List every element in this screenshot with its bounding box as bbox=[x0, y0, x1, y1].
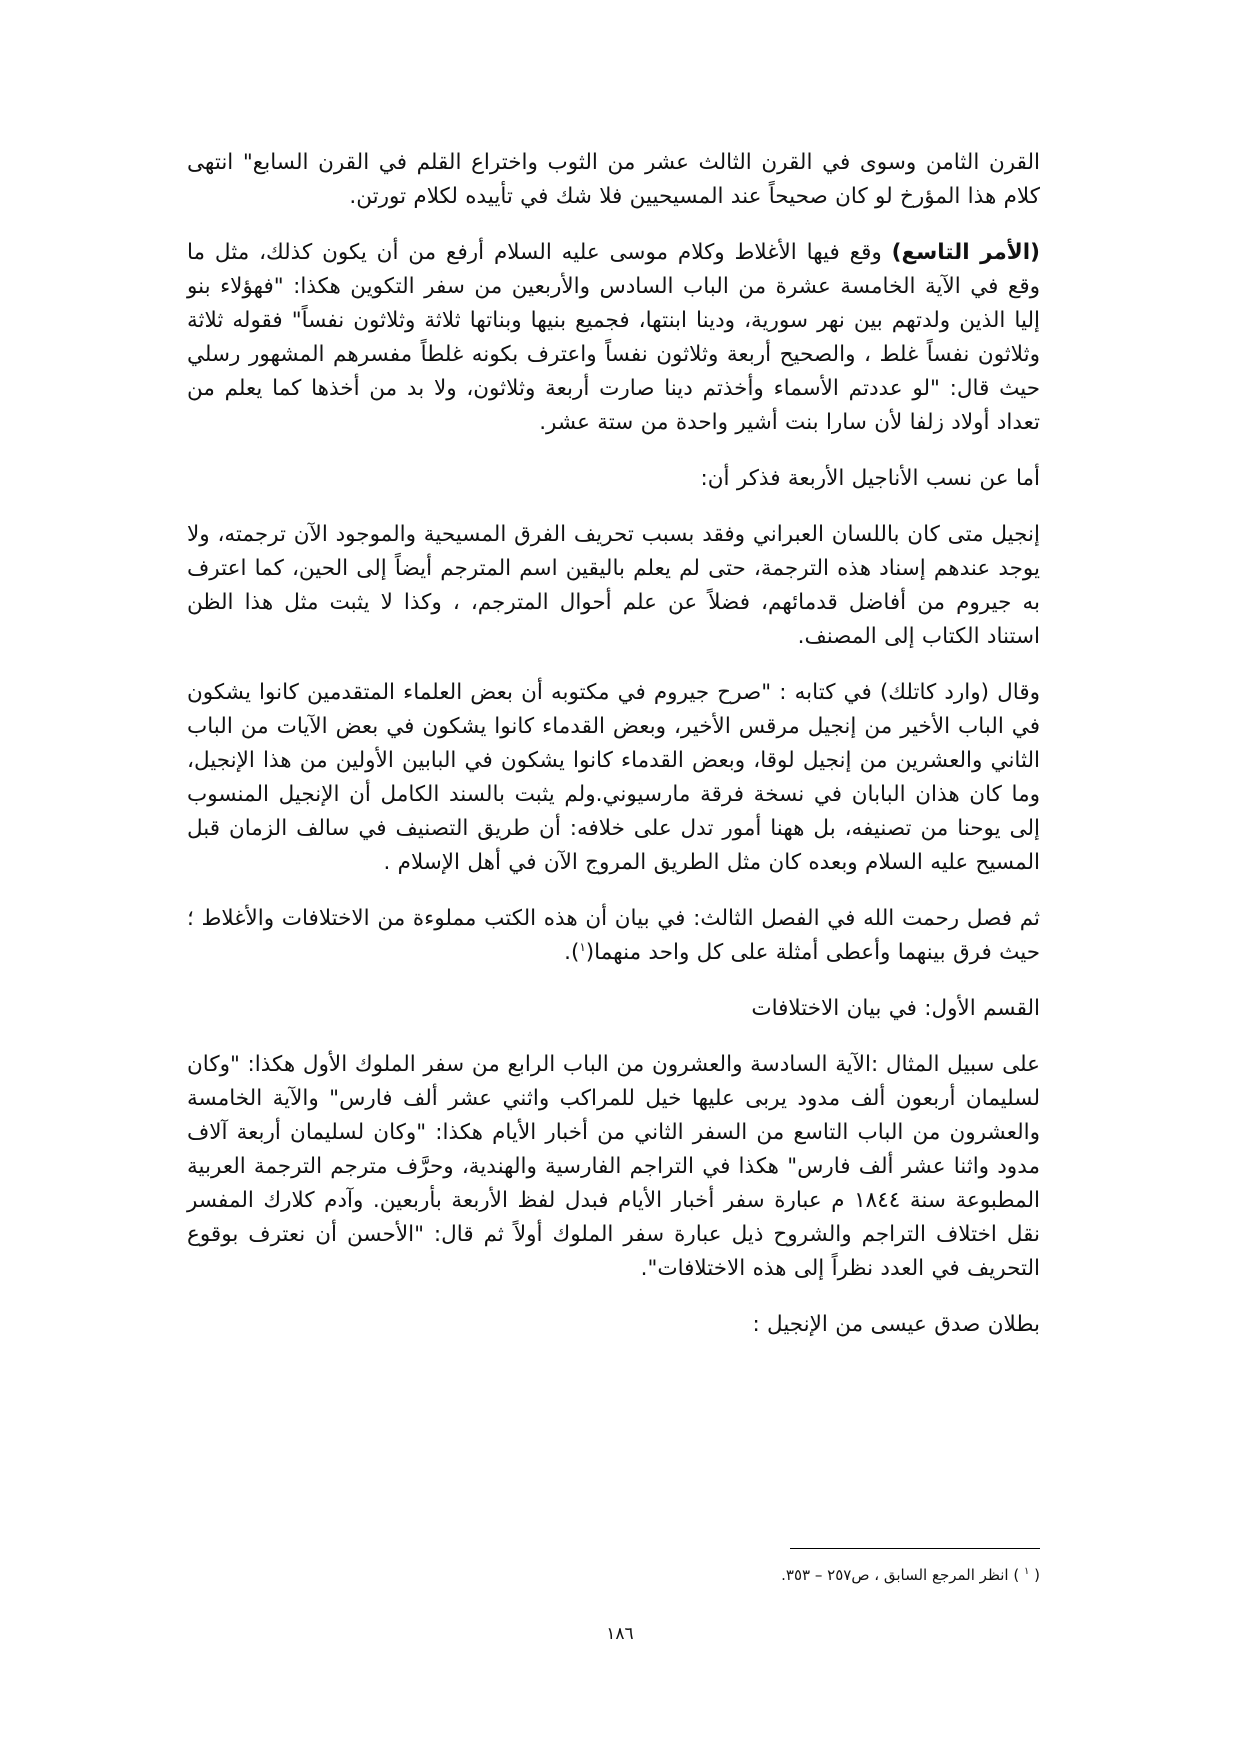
paragraph-7: القسم الأول: في بيان الاختلافات bbox=[751, 996, 1040, 1021]
paragraph-4: إنجيل متى كان باللسان العبراني وفقد بسبب تحريف الفرق المسيحية والموجود الآن ترجمته، ولا يوجد عندهم إسناد هذه الترجمة، حتى لم يعلم باليقين اسم المترجم أيضاً إلى الحين، كما اعترف به جيروم من أفاضل قدمائهم، فضلاً عن علم أحوال المترجم، ، وكذا لا يثبت مثل هذا الظن استناد الكتاب إلى المصنف. bbox=[187, 522, 1040, 649]
footnote-divider bbox=[790, 1548, 1040, 1549]
paragraph-1: القرن الثامن وسوى في القرن الثالث عشر من الثوب واختراع القلم في القرن السابع" انتهى كلام هذا المؤرخ لو كان صحيحاً عند المسيحيين فلا شك في تأييده لكلام تورتن. bbox=[187, 150, 1040, 209]
paragraph-5: وقال (وارد كاتلك) في كتابه : "صرح جيروم في مكتوبه أن بعض العلماء المتقدمين كانوا يشكون في الباب الأخير من إنجيل مرقس الأخير، وبعض القدماء كانوا يشكون في بعض الآيات من الباب الثاني والعشرين من إنجيل لوقا، وبعض القدماء كانوا يشكون في البابين الأولين من هذا الإنجيل، وما كان هذان البابان في نسخة فرقة مارسيوني.ولم يثبت بالسند الكامل أن الإنجيل المنسوب إلى يوحنا من تصنيفه، بل ههنا أمور تدل على خلافه: أن طريق التصنيف في سالف الزمان قبل المسيح عليه السلام وبعده كان مثل الطريق المروج الآن في أهل الإسلام . bbox=[187, 680, 1040, 875]
footnote: ( $^١$ ) انظر المرجع السابق ، ص٢٥٧ – ٣٥٣. bbox=[781, 1566, 1040, 1584]
paragraph-9: بطلان صدق عيسى من الإنجيل : bbox=[752, 1312, 1040, 1337]
paragraph-8: على سبيل المثال :الآية السادسة والعشرون من الباب الرابع من سفر الملوك الأول هكذا: "وكان لسليمان أربعون ألف مدود يربى عليها خيل للمراكب واثني عشر ألف فارس" والآية الخامسة والعشرون من الباب التاسع من السفر الثاني من أخبار الأيام هكذا: "وكان لسليمان أربعة آلاف مدود واثنا عشر ألف فارس" هكذا في التراجم الفارسية والهندية، وحرَّف مترجم الترجمة العربية المطبوعة سنة ١٨٤٤ م عبارة سفر أخبار الأيام فبدل لفظ الأربعة بأربعين. وآدم كلارك المفسر نقل اختلاف التراجم والشروح ذيل عبارة سفر الملوك أولاً ثم قال: "الأحسن أن نعترف بوقوع التحريف في العدد نظراً إلى هذه الاختلافات". bbox=[187, 1052, 1040, 1281]
body-text bbox=[187, 146, 1040, 1364]
page-number: ١٨٦ bbox=[606, 1624, 634, 1644]
paragraph-3: أما عن نسب الأناجيل الأربعة فذكر أن: bbox=[700, 466, 1040, 491]
section-heading-ninth-matter: (الأمر التاسع) bbox=[891, 240, 1041, 265]
paragraph-6: ثم فصل رحمت الله في الفصل الثالث: في بيان أن هذه الكتب مملوءة من الاختلافات والأغلاط ؛ حيث فرق بينهما وأعطى أمثلة على كل واحد منهما($^١$). bbox=[187, 906, 1040, 965]
paragraph-2: (الأمر التاسع) وقع فيها الأغلاط وكلام موسى عليه السلام أرفع من أن يكون كذلك، مثل ما وقع في الآية الخامسة عشرة من الباب السادس والأربعين من سفر التكوين هكذا: "فهؤلاء بنو إليا الذين ولدتهم بين نهر سورية، ودينا ابنتها، فجميع بنيها وبناتها ثلاثة وثلاثون نفساً" فقوله ثلاثة وثلاثون نفساً غلط ، والصحيح أربعة وثلاثون نفساً واعترف بكونه غلطاً مفسرهم المشهور رسلي حيث قال: "لو عددتم الأسماء وأخذتم دينا صارت أربعة وثلاثون، ولا بد من أخذها كما يعلم من تعداد أولاد زلفا لأن سارا بنت أشير واحدة من ستة عشر. bbox=[187, 240, 1041, 435]
footnote-mark: ١ bbox=[1024, 1566, 1030, 1577]
footnote-reference[interactable]: ١ bbox=[579, 939, 586, 954]
